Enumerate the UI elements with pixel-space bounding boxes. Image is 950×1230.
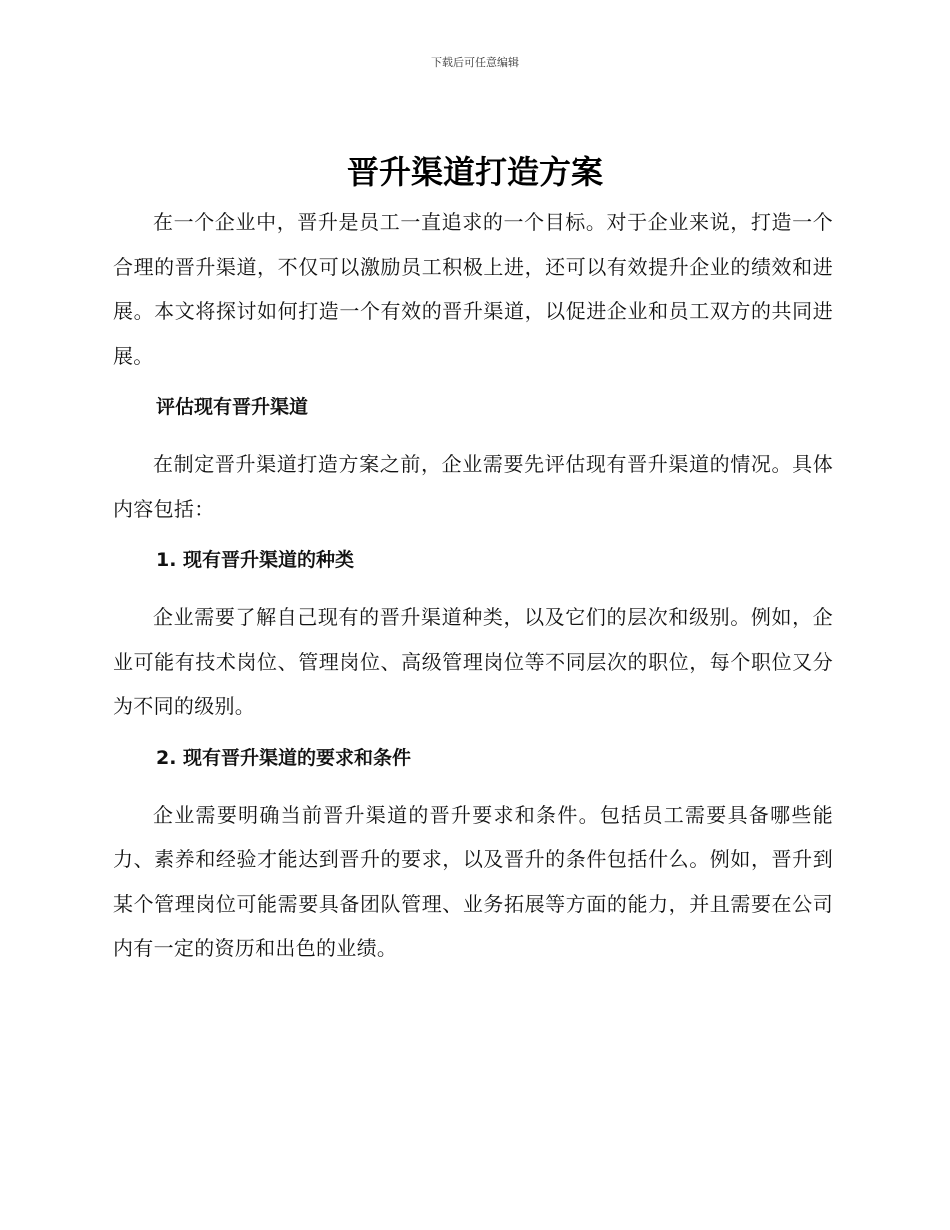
item-heading-requirements: 2. 现有晋升渠道的要求和条件 xyxy=(156,746,412,769)
item-heading-types: 1. 现有晋升渠道的种类 xyxy=(156,549,355,571)
item-paragraph-types: 企业需要了解自己现有的晋升渠道种类，以及它们的层次和级别。例如，企业可能有技术岗位、管理岗位、高级管理岗位等不同层次的职位，每个职位又分为不同的级别。 xyxy=(113,605,833,718)
section-heading-evaluate: 评估现有晋升渠道 xyxy=(156,396,309,418)
document-body xyxy=(113,200,833,971)
section-paragraph-evaluate: 在制定晋升渠道打造方案之前，企业需要先评估现有晋升渠道的情况。具体内容包括： xyxy=(113,452,833,521)
item-paragraph-requirements: 企业需要明确当前晋升渠道的晋升要求和条件。包括员工需要具备哪些能力、素养和经验才能达到晋升的要求，以及晋升的条件包括什么。例如，晋升到某个管理岗位可能需要具备团队管理、业务拓展等方面的能力，并且需要在公司内有一定的资历和出色的业绩。 xyxy=(113,802,833,960)
intro-paragraph: 在一个企业中，晋升是员工一直追求的一个目标。对于企业来说，打造一个合理的晋升渠道，不仅可以激励员工积极上进，还可以有效提升企业的绩效和进展。本文将探讨如何打造一个有效的晋升渠道，以促进企业和员工双方的共同进展。 xyxy=(113,210,833,368)
page-header: 下载后可任意编辑 xyxy=(431,56,519,69)
document-title: 晋升渠道打造方案 xyxy=(346,153,603,191)
